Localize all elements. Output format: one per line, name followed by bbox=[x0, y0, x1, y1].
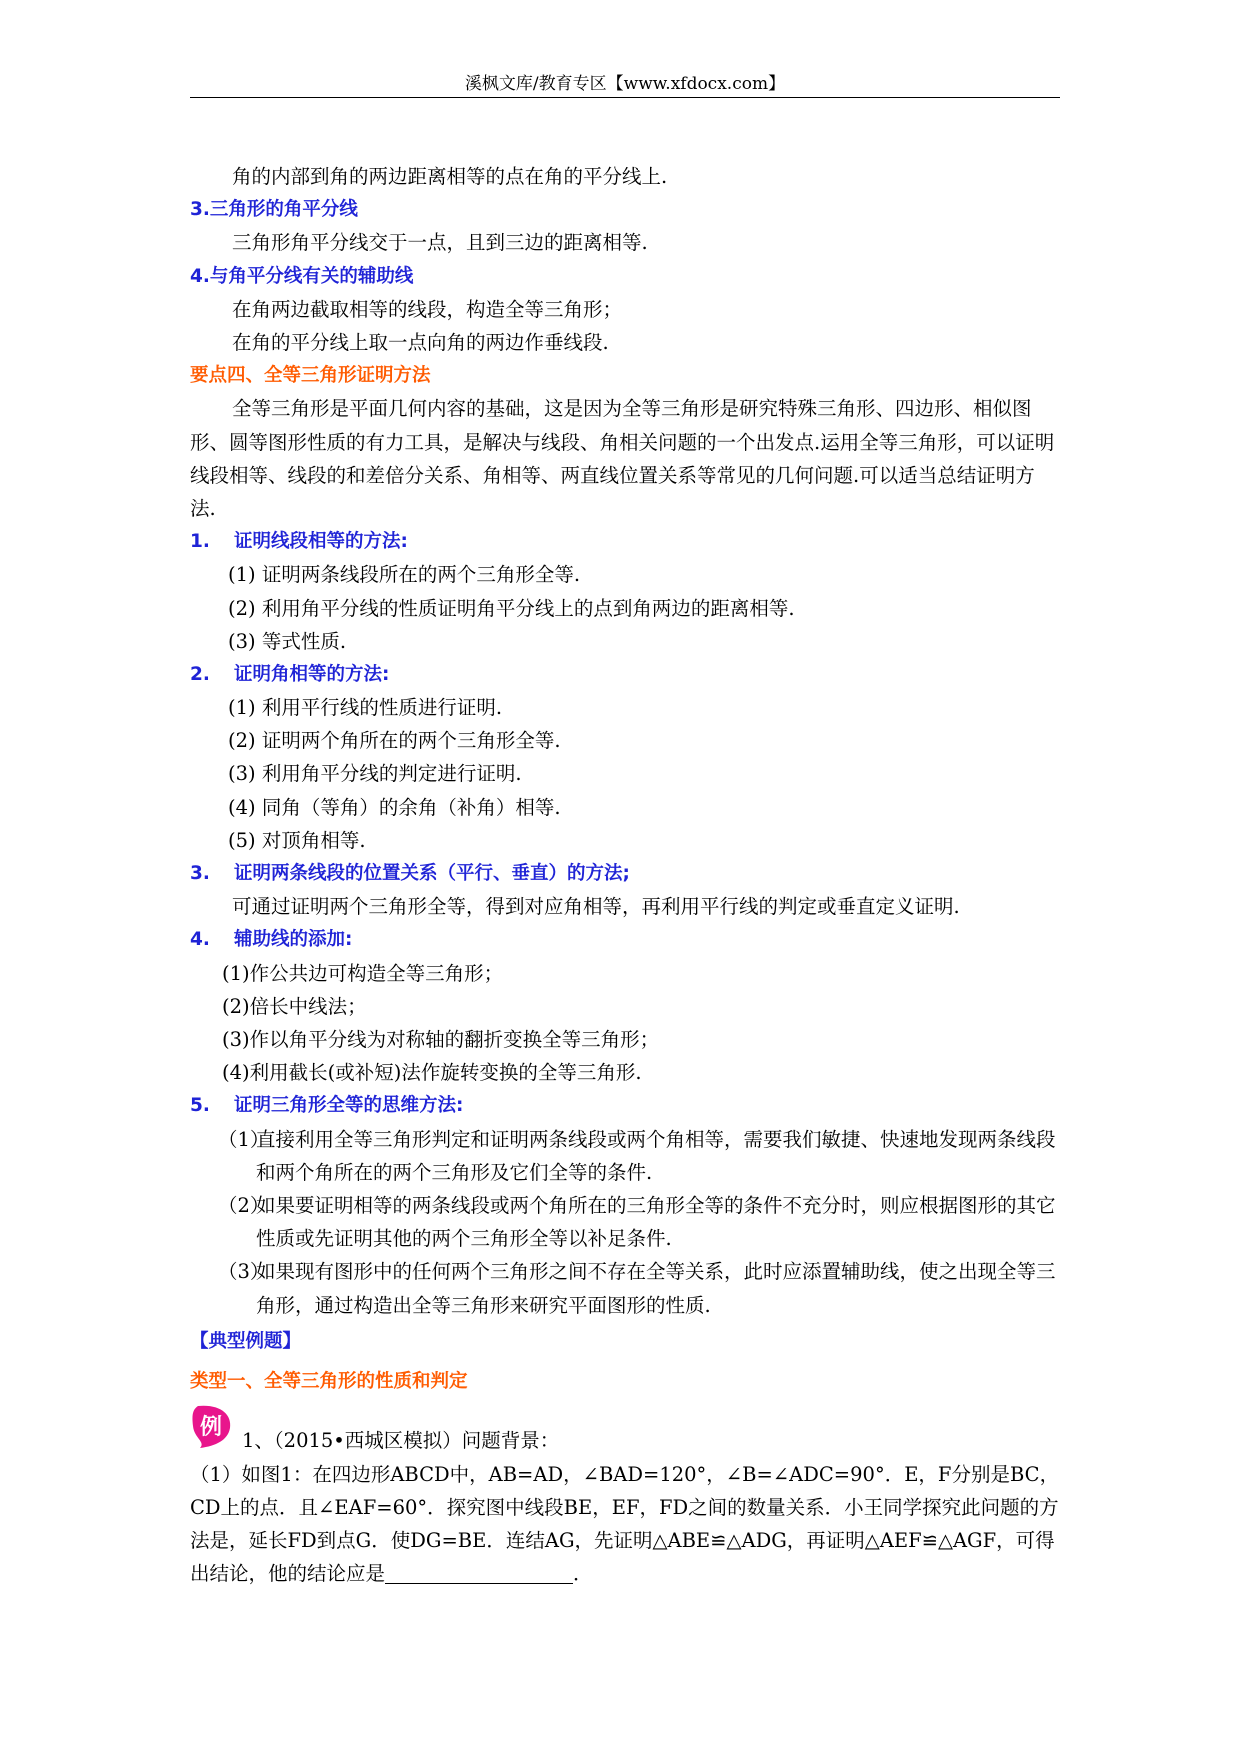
method-5-item bbox=[190, 1123, 1060, 1189]
method-5-item-label: （3） bbox=[218, 1260, 270, 1284]
method-4-item: (1)作公共边可构造全等三角形； bbox=[222, 961, 504, 985]
example-badge-text: 例 bbox=[199, 1414, 223, 1440]
method-2-item: (1) 利用平行线的性质进行证明. bbox=[228, 696, 503, 720]
auxiliary-line-text-2: 在角的平分线上取一点向角的两边作垂线段. bbox=[232, 330, 609, 354]
method-3-number: 3. bbox=[190, 863, 210, 884]
method-1-item: (3) 等式性质. bbox=[228, 629, 347, 653]
example-1-header bbox=[190, 1406, 1060, 1458]
method-4-item: (4)利用截长(或补短)法作旋转变换的全等三角形. bbox=[222, 1061, 642, 1085]
method-1-item: (2) 利用角平分线的性质证明角平分线上的点到角两边的距离相等. bbox=[228, 596, 795, 620]
intro-paragraph: 全等三角形是平面几何内容的基础，这是因为全等三角形是研究特殊三角形、四边形、相似图形、圆等图形性质的有力工具，是解决与线段、角相关问题的一个出发点.运用全等三角形，可以证明线段相等、线段的和差倍分关系、角相等、两直线位置关系等常见的几何问题.可以适当总结证明方法. bbox=[190, 397, 1055, 520]
method-5-heading bbox=[190, 1089, 1060, 1122]
example-1-text: （1）如图1：在四边形ABCD中，AB=AD，∠BAD=120°，∠B=∠ADC=90°．E，F分别是BC，CD上的点．且∠EAF=60°．探究图中线段BE，EF，FD之间的数量关系．小王同学探究此问题的方法是，延长FD到点G．使DG=BE．连结AG，先证明△ABE≌△ADG，再证明△AEF≌△AGF，可得出结论，他的结论应是 bbox=[190, 1462, 1060, 1586]
method-1-item: (1) 证明两条线段所在的两个三角形全等. bbox=[228, 563, 581, 587]
method-1-heading bbox=[190, 525, 1060, 558]
method-5-item-text: 如果要证明相等的两条线段或两个角所在的三角形全等的条件不充分时，则应根据图形的其它性质或先证明其他的两个三角形全等以补足条件. bbox=[256, 1193, 1056, 1251]
method-3-title: 证明两条线段的位置关系（平行、垂直）的方法; bbox=[234, 863, 630, 884]
triangle-bisector-text: 三角形角平分线交于一点，且到三边的距离相等. bbox=[232, 231, 648, 255]
answer-blank[interactable] bbox=[385, 1561, 573, 1584]
example-1-end: ． bbox=[573, 1562, 593, 1586]
method-4-item: (3)作以角平分线为对称轴的翻折变换全等三角形； bbox=[222, 1027, 660, 1051]
angle-bisector-converse: 角的内部到角的两边距离相等的点在角的平分线上. bbox=[232, 165, 668, 188]
method-5-item-text: 直接利用全等三角形判定和证明两条线段或两个角相等，需要我们敏捷、快速地发现两条线段和两个角所在的两个三角形及它们全等的条件. bbox=[256, 1127, 1056, 1184]
method-2-item: (3) 利用角平分线的判定进行证明. bbox=[228, 762, 522, 786]
example-1-title: 1、（2015•西城区模拟）问题背景： bbox=[242, 1428, 560, 1452]
method-2-title: 证明角相等的方法: bbox=[234, 663, 390, 685]
method-5-item bbox=[190, 1189, 1060, 1255]
document-body bbox=[190, 160, 1060, 1591]
header-rule bbox=[190, 97, 1060, 98]
method-1-number: 1. bbox=[190, 531, 210, 553]
heading-triangle-angle-bisector: 3.三角形的角平分线 bbox=[190, 199, 358, 221]
method-1-title: 证明线段相等的方法: bbox=[234, 531, 408, 553]
method-5-title: 证明三角形全等的思维方法: bbox=[234, 1095, 464, 1117]
method-2-item: (5) 对顶角相等. bbox=[228, 828, 366, 852]
example-badge-icon bbox=[190, 1404, 232, 1450]
method-5-item-label: （2） bbox=[218, 1193, 270, 1217]
auxiliary-line-text-1: 在角两边截取相等的线段，构造全等三角形； bbox=[232, 297, 623, 321]
method-5-item-text: 如果现有图形中的任何两个三角形之间不存在全等关系，此时应添置辅助线，使之出现全等三角形，通过构造出全等三角形来研究平面图形的性质. bbox=[256, 1260, 1056, 1317]
method-2-item: (2) 证明两个角所在的两个三角形全等. bbox=[228, 729, 561, 753]
method-5-item-label: （1） bbox=[218, 1127, 270, 1151]
method-5-item bbox=[190, 1255, 1060, 1321]
method-4-item: (2)倍长中线法； bbox=[222, 994, 367, 1018]
heading-key-point-four: 要点四、全等三角形证明方法 bbox=[190, 365, 431, 387]
heading-typical-examples: 【典型例题】 bbox=[190, 1330, 302, 1352]
method-5-number: 5. bbox=[190, 1095, 210, 1117]
method-4-title: 辅助线的添加: bbox=[234, 929, 353, 951]
method-2-heading bbox=[190, 658, 1060, 691]
example-1-body bbox=[190, 1458, 1060, 1591]
page-header: 溪枫文库/教育专区【www.xfdocx.com】 bbox=[464, 74, 786, 94]
method-3-text: 可通过证明两个三角形全等，得到对应角相等，再利用平行线的判定或垂直定义证明. bbox=[232, 895, 960, 919]
method-2-number: 2. bbox=[190, 663, 210, 685]
heading-type-one: 类型一、全等三角形的性质和判定 bbox=[190, 1370, 468, 1392]
method-3-heading bbox=[190, 857, 1060, 890]
heading-auxiliary-lines: 4.与角平分线有关的辅助线 bbox=[190, 265, 414, 287]
method-2-item: (4) 同角（等角）的余角（补角）相等. bbox=[228, 795, 561, 819]
method-4-number: 4. bbox=[190, 929, 210, 951]
method-4-heading bbox=[190, 923, 1060, 956]
